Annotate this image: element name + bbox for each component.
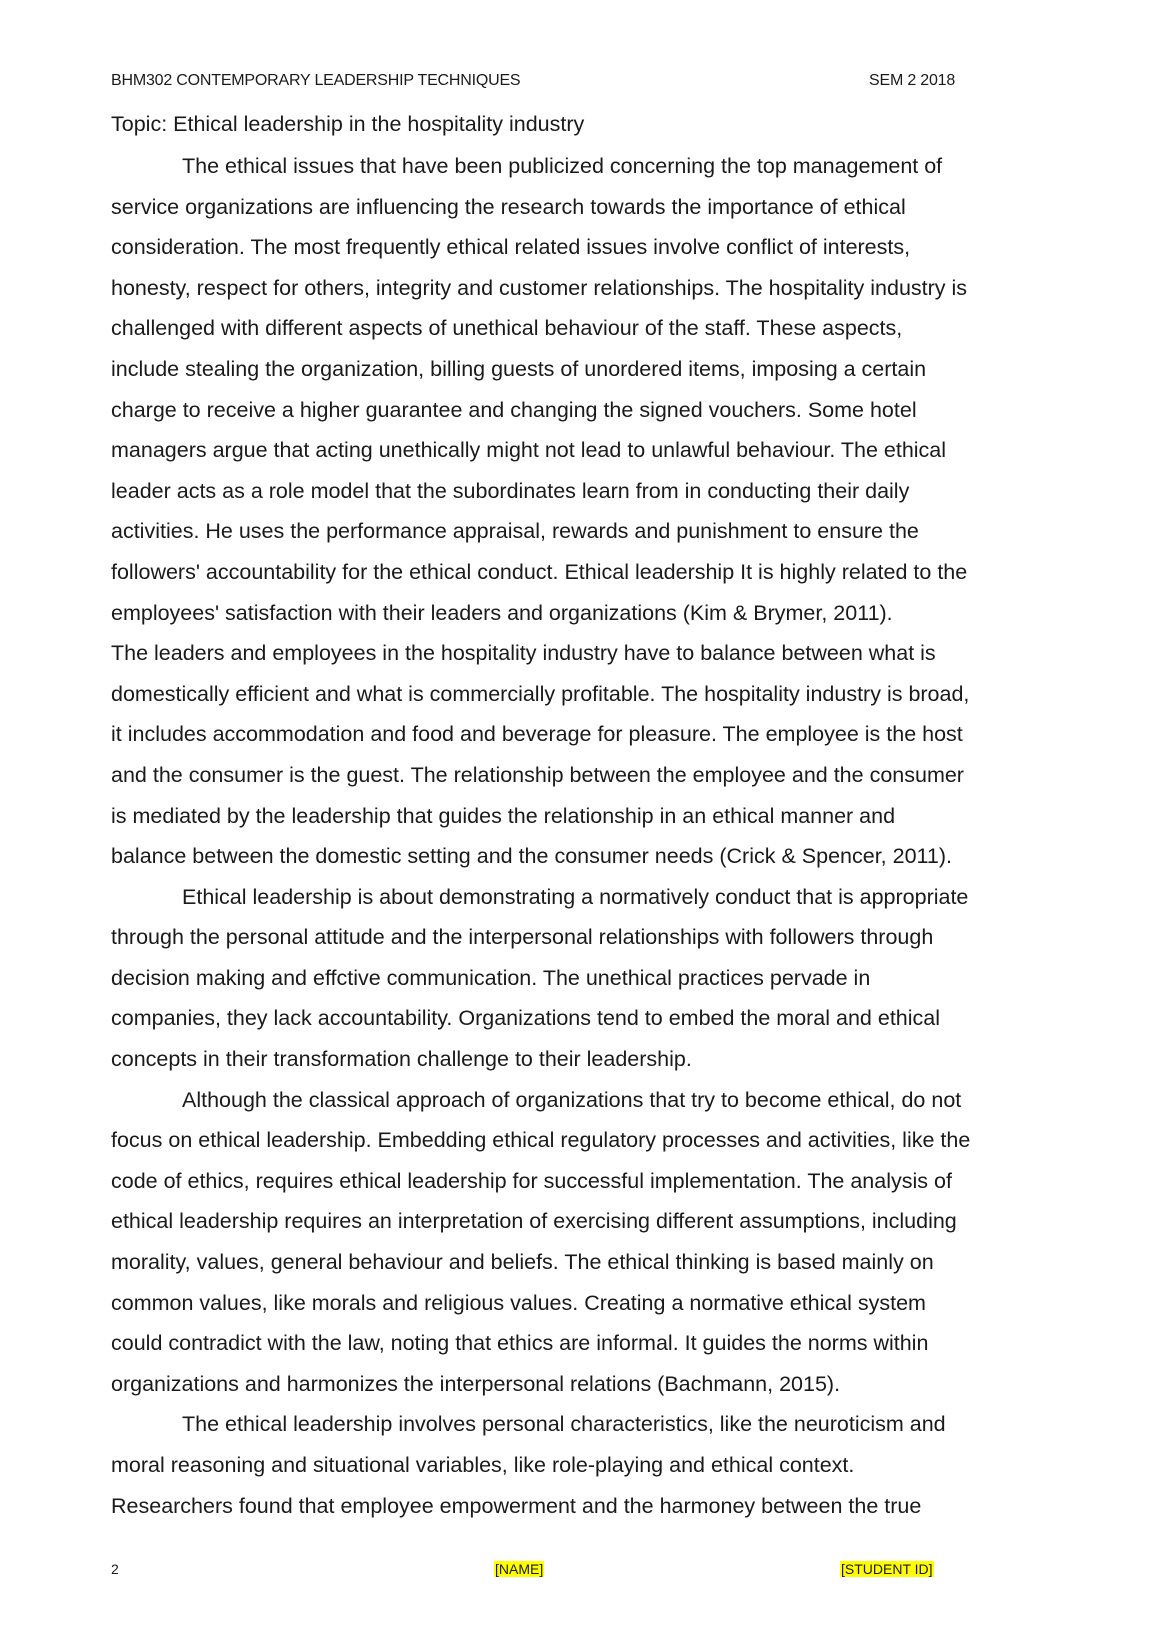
text-line: Ethical leadership is about demonstrating a normatively conduct that is appropriate [182,884,969,909]
document-body [111,146,1061,1526]
text-line: employees' satisfaction with their leaders and organizations (Kim & Brymer, 2011). [111,600,893,625]
text-line: through the personal attitude and the interpersonal relationships with followers through [111,925,934,950]
text-line: challenged with different aspects of unethical behaviour of the staff. These aspects, [111,316,903,341]
topic-heading: Topic: Ethical leadership in the hospitality industry [111,112,585,136]
text-line: activities. He uses the performance appraisal, rewards and punishment to ensure the [111,519,919,544]
text-line: charge to receive a higher guarantee and changing the signed vouchers. Some hotel [111,397,917,422]
student-id-placeholder: [STUDENT ID] [841,1561,933,1577]
text-line: companies, they lack accountability. Organizations tend to embed the moral and ethical [111,1006,941,1031]
text-line: balance between the domestic setting and the consumer needs (Crick & Spencer, 2011). [111,844,952,869]
text-line: focus on ethical leadership. Embedding ethical regulatory processes and activities, like the [111,1128,971,1153]
text-line: The ethical leadership involves personal characteristics, like the neuroticism and [182,1412,946,1437]
text-line: include stealing the organization, billing guests of unordered items, imposing a certain [111,356,927,381]
text-line: code of ethics, requires ethical leadership for successful implementation. The analysis of [111,1168,952,1193]
text-line: The ethical issues that have been publicized concerning the top management of [182,154,943,178]
course-title: BHM302 CONTEMPORARY LEADERSHIP TECHNIQUES [111,72,521,89]
text-line: domestically efficient and what is commercially profitable. The hospitality industry is broad, [111,681,970,706]
text-line: decision making and effctive communication. The unethical practices pervade in [111,965,871,990]
text-line: followers' accountability for the ethical conduct. Ethical leadership It is highly related to the [111,559,968,584]
text-line: could contradict with the law, noting that ethics are informal. It guides the norms within [111,1331,929,1356]
text-line: managers argue that acting unethically might not lead to unlawful behaviour. The ethical [111,438,947,463]
text-line: concepts in their transformation challenge to their leadership. [111,1047,692,1072]
text-line: moral reasoning and situational variables, like role-playing and ethical context. [111,1453,855,1477]
text-line: The leaders and employees in the hospitality industry have to balance between what is [111,641,936,666]
text-line: it includes accommodation and food and beverage for pleasure. The employee is the host [111,722,963,747]
text-line: consideration. The most frequently ethical related issues involve conflict of interests, [111,235,911,260]
text-line: common values, like morals and religious values. Creating a normative ethical system [111,1290,926,1315]
page-number: 2 [111,1561,119,1577]
name-placeholder: [NAME] [495,1561,544,1577]
text-line: organizations and harmonizes the interpersonal relations (Bachmann, 2015). [111,1371,841,1396]
text-line: ethical leadership requires an interpretation of exercising different assumptions, including [111,1209,957,1234]
text-line: Although the classical approach of organizations that try to become ethical, do not [182,1087,962,1112]
text-line: and the consumer is the guest. The relationship between the employee and the consumer [111,762,964,787]
text-line: is mediated by the leadership that guides the relationship in an ethical manner and [111,803,896,828]
text-line: honesty, respect for others, integrity and customer relationships. The hospitality industry is [111,275,968,300]
text-line: leader acts as a role model that the subordinates learn from in conducting their daily [111,478,910,503]
text-line: morality, values, general behaviour and beliefs. The ethical thinking is based mainly on [111,1250,934,1275]
text-line: Researchers found that employee empowerment and the harmoney between the true [111,1493,922,1518]
semester-label: SEM 2 2018 [869,72,956,89]
text-line: service organizations are influencing the research towards the importance of ethical [111,194,906,219]
